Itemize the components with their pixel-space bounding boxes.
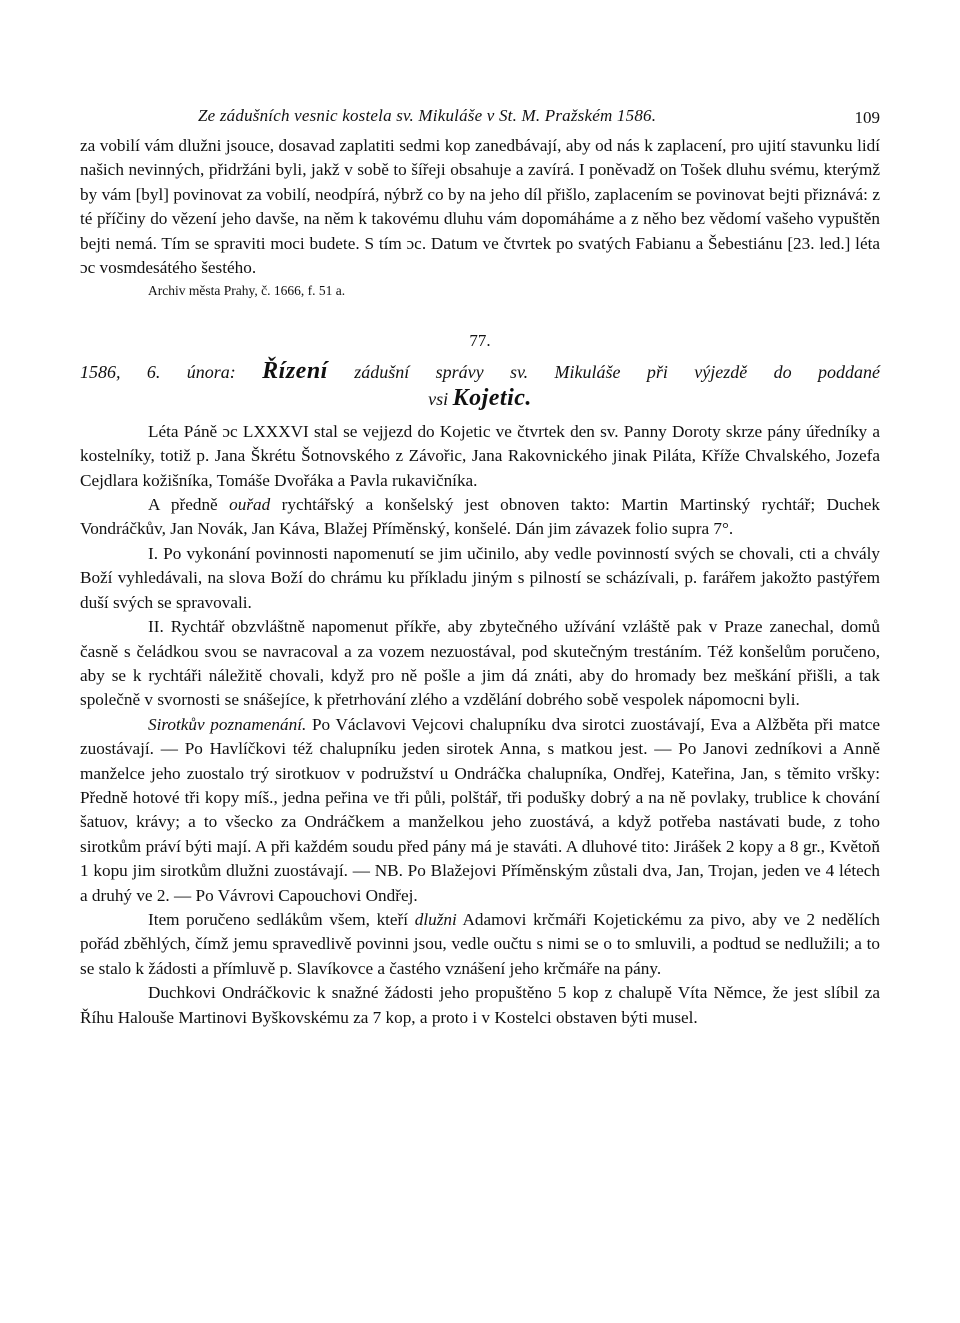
- p6-start: Item poručeno sedlákům všem, kteří: [148, 909, 409, 929]
- paragraph-first-duty: I. Po vykonání povinnosti napomenutí se jim učinilo, aby vedle povinností svých se chovali, cti a chvály Boží vyhledávali, na slova Boží do chrámu ku příkladu jiným s pilností se scházívali, p. farářem jakožto pastýřem duší svých se spravovali.: [80, 543, 880, 612]
- running-title: Ze zádušních vesnic kostela sv. Mikuláše v St. M. Pražském 1586.: [198, 106, 657, 125]
- heading-title-word: Řízení: [262, 357, 328, 384]
- paragraph-orphans: [80, 713, 880, 908]
- p6-rest: Adamovi krčmáři Kojetickému za pivo, aby ve 2 nedělích pořád zběhlých, čímž jemu spravedlivě povinni jsou, vedle oučtu s nimi se o to smluvili, a podtud se nedlužili; a to se stalo k žádosti a přímluvě p. Slavíkovce a častého vznášení jeho krčmáře na pány.: [80, 909, 880, 978]
- document-heading: [80, 358, 880, 412]
- paragraph-duchek: Duchkovi Ondráčkovic k snažné žádosti jeho propuštěno 5 kop z chalupě Víta Němce, že jest slíbil za Říhu Halouše Martinovi Byškovskému za 7 kop, a proto i v Kostelci obstaven býti musel.: [80, 983, 880, 1027]
- page-header: [80, 104, 880, 134]
- p6-word: dlužni: [414, 909, 457, 929]
- p2-word: ouřad: [229, 495, 271, 515]
- paragraph-second-duty: II. Rychtář obzvláštně napomenut příkře, aby zbytečného užívání vzláště pak v Praze zanechal, domů časně s čeládkou svou se navracoval a za vozem nezuostával, pod skutečným trestáním. Též konšelům poručeno, aby se k rychtáři náležitě chovali, když pro ně pošle a jim dá znáti, aby do hromady bez meškání přišli, a tak společně v svornosti se snášejíce, k přetrhování zlého a vzdělání dobrého sobě vespolek nápomocni byli.: [80, 617, 880, 710]
- paragraph-office: [80, 493, 880, 542]
- heading-line-1: [80, 358, 880, 385]
- p2-start: A předně: [148, 495, 218, 515]
- heading-vsi: vsi: [428, 388, 449, 409]
- document-date: 1586, 6. února:: [80, 361, 236, 382]
- page-number: 109: [854, 108, 880, 127]
- carryover-paragraph: za vobilí vám dlužni jsouce, dosavad zaplatiti sedmi kop zanedbávají, aby od nás k zaplacení, pro ujití stavunku lidí našich nevinných, přidržáni byli, jakž v sobě to šířeji obsahuje a zavírá. I poněvadž on Tošek dluhu svému, kterýmž by vám [byl] povinovat za vobilí, neodpírá, nýbrž co by na jeho díl přišlo, zaplacením se povinovat bejti přiznává: z té příčiny do vězení jeho davše, na něm k takovému dluhu vám dopomáháme a z něho bez vědomí vašeho vypuštěn bejti nemá. Tím se spraviti moci budete. S tím ɔc. Datum ve čtvrtek po svatých Fabianu a Šebestiánu [23. led.] léta ɔc vosmdesátého šestého.: [80, 136, 880, 278]
- heading-place: Kojetic.: [452, 384, 532, 411]
- document-number: 77.: [469, 331, 491, 351]
- orphans-label: Sirotkův poznamenání.: [148, 714, 307, 734]
- heading-title-text: zádušní správy sv. Mikuláše při výjezdě do poddané: [354, 361, 881, 382]
- p2-rest: rychtářský a konšelský jest obnoven takto: Martin Martinský rychtář; Duchek Vondráčkův, Jan Novák, Jan Káva, Blažej Příměnský, konšelé. Dán jim závazek folio supra 7°.: [80, 495, 881, 539]
- source-note: Archiv města Prahy, č. 1666, f. 51 a.: [148, 283, 346, 299]
- paragraph-item: [80, 908, 880, 981]
- paragraph-entry: Léta Páně ɔc LXXXVI stal se vejjezd do Kojetic ve čtvrtek den sv. Panny Doroty skrze pány úředníky a kostelníky, totiž p. Jana Škrétu Šotnovského z Závořic, Jana Rakovnického jinak Piláta, Kříže Chvalského, Jozefa Cejdlara kožišníka, Tomáše Dvořáka a Pavla rukavičníka.: [80, 421, 880, 490]
- orphans-text: Po Václavovi Vejcovi chalupníku dva sirotci zuostávají, Eva a Alžběta při matce zuostávají. — Po Havlíčkovi též chalupníku jeden sirotek Anna, s matkou jest. — Po Janovi zedníkovi a Anně manželce jeho zuostalo trý sirotkuov v podružství u Ondráčka chalupníka, Ondřej, Kateřina, Jan, s těmito vršky: Předně hotové tři kopy míš., jedna peřina ve tři půli, polštář, tři podušky dobrý a na ně povlaky, trublice k chování šatuov, krávy; a to všecko za Ondráčkem a manželkou jeho zuostává, a když potřeba nastávati bude, z toho sirotkům práví býti mají. A při každém soudu před pány má je staváti. A dluhové tito: Jirášek 2 kopy a 8 gr., Květoň 1 kopu jim sirotkům dlužni zuostávají. — NB. Po Blažejovi Příměnským zůstali dva, Jan, Trojan, jeden ve 4 létech a druhý ve 2. — Po Vávrovi Capouchovi Ondřej.: [80, 714, 880, 905]
- heading-line-2: [80, 385, 880, 412]
